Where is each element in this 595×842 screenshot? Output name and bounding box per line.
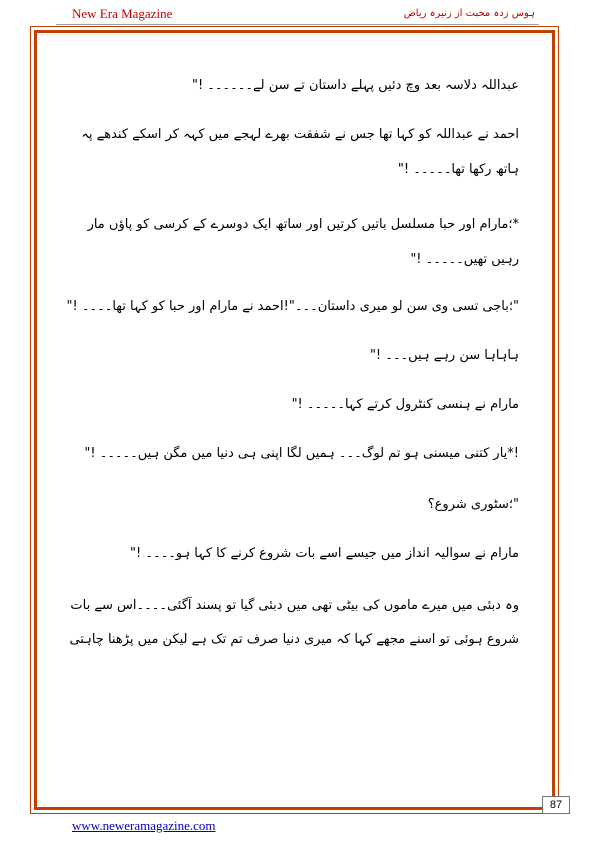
paragraph: احمد نے عبداللہ کو کہا تھا جس نے شفقت بھرے لہجے میں کہہ کر اسکے کندھے پہ ہاتھ رکھا تھا۔۔۔۔۔ !" [81,127,519,177]
paragraph: "؛باجی تسی وی سن لو میری داستان۔۔۔"!احمد نے مارام اور حبا کو کہا تھا۔۔۔۔ !" [66,299,519,314]
website-link[interactable]: www.neweramagazine.com [72,818,216,833]
header-divider [56,24,539,25]
paragraph: مارام نے سوالیہ انداز میں جیسے اسے بات شروع کرنے کا کہا ہو۔۔۔۔ !" [130,546,519,561]
magazine-title: New Era Magazine [72,6,173,21]
story-text [62,78,519,657]
paragraph: *؛مارام اور حبا مسلسل باتیں کرتیں اور ساتھ ایک دوسرے کے کرسی کو پاؤں مار رہیں تھیں۔۔۔۔۔ !" [87,217,519,267]
paragraph: وہ دبئی میں میرے ماموں کی بیٹی تھی میں دبئی گیا تو پسند آگئی۔۔۔۔اس سے بات شروع ہوئی تو اسنے مجھے کہا کہ میری دنیا صرف تم تک ہے لیکن میں پڑھنا چاہتی [69,598,519,647]
paragraph: مارام نے ہنسی کنٹرول کرتے کہا۔۔۔۔۔ !" [291,397,519,412]
paragraph: "؛سٹوری شروع؟ [427,497,519,512]
paragraph: ہاہاہا سن رہے ہیں۔۔۔ !" [369,348,519,363]
page-number: 87 [542,796,570,814]
paragraph: !*یار کتنی میسنی ہو تم لوگ۔۔۔ ہمیں لگا اپنی ہی دنیا میں مگن ہیں۔۔۔۔۔ !" [84,446,519,461]
paragraph: عبداللہ دلاسہ بعد وچ دئیں پہلے داستان تے سن لے۔۔۔۔۔۔ !" [191,78,519,93]
novel-title: ہوس زدہ محبت از زنیرہ ریاض [403,8,535,19]
